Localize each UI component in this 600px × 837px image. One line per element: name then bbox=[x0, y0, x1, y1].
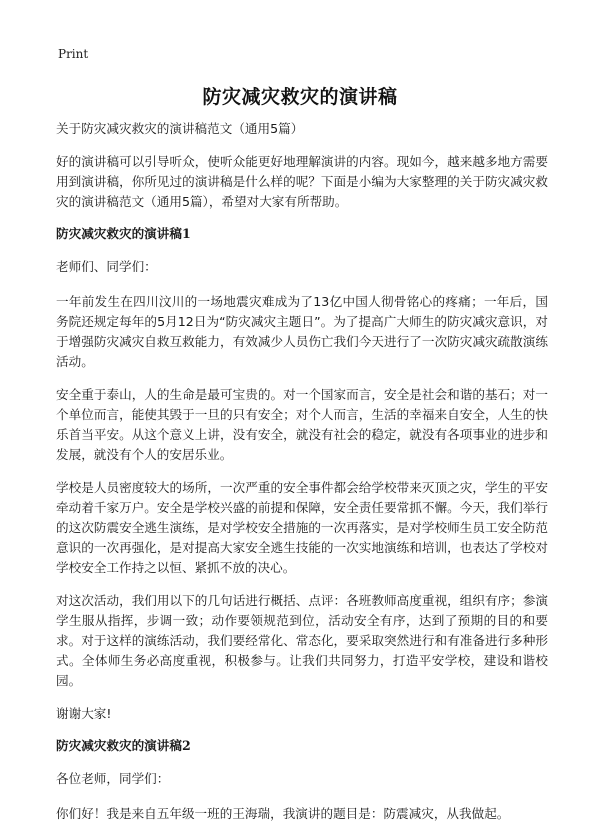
section-greeting: 老师们、同学们： bbox=[56, 259, 157, 274]
page-title: 防灾减灾救灾的演讲稿 bbox=[202, 86, 398, 108]
section-heading: 防灾减灾救灾的演讲稿1 bbox=[56, 226, 191, 241]
body-paragraph: 学校是人员密度较大的场所，一次严重的安全事件都会给学校带来灭顶之灾，学生的平安牵动着千家万户。安全是学校兴盛的前提和保障，安全责任要常抓不懈。今天，我们举行的这次防震安全逃生演练，是对学校安全措施的一次再落实，是对学校师生员工安全防范意识的一次再强化，是对提高大家安全逃生技能的一次实地演练和培训，也表达了学校对学校安全工作持之以恒、紧抓不放的决心。 bbox=[56, 480, 548, 575]
closing-line: 谢谢大家! bbox=[56, 706, 112, 721]
body-paragraph: 一年前发生在四川汶川的一场地震灾难成为了13亿中国人彻骨铭心的疼痛；一年后，国务院还规定每年的5月12日为“防灾减灾主题日”。为了提高广大师生的防灾减灾意识，对于增强防灾减灾自救互救能力，有效减少人员伤亡我们今天进行了一次防灾减灾疏散演练活动。 bbox=[56, 294, 548, 369]
body-paragraph: 对这次活动，我们用以下的几句话进行概括、点评：各班教师高度重视，组织有序；参演学生服从指挥，步调一致；动作要领规范到位，活动安全有序，达到了预期的目的和要求。对于这样的演练活动，我们要经常化、常态化，要采取突然进行和有准备进行多种形式。全体师生务必高度重视，积极参与。让我们共同努力，打造平安学校，建设和谐校园。 bbox=[56, 593, 548, 688]
speech-section-2 bbox=[56, 737, 548, 824]
document-subtitle: 关于防灾减灾救灾的演讲稿范文（通用5篇） bbox=[56, 121, 304, 136]
document-body bbox=[56, 120, 548, 837]
section-greeting: 各位老师，同学们： bbox=[56, 771, 170, 786]
print-link[interactable]: Print bbox=[58, 47, 89, 61]
body-paragraph: 你们好！我是来自五年级一班的王海瑞，我演讲的题目是：防震减灾，从我做起。 bbox=[56, 806, 510, 821]
section-heading: 防灾减灾救灾的演讲稿2 bbox=[56, 738, 191, 753]
speech-section-1 bbox=[56, 225, 548, 724]
intro-paragraph: 好的演讲稿可以引导听众，使听众能更好地理解演讲的内容。现如今，越来越多地方需要用到演讲稿，你所见过的演讲稿是什么样的呢？下面是小编为大家整理的关于防灾减灾救灾的演讲稿范文（通用5篇），希望对大家有所帮助。 bbox=[56, 154, 548, 209]
body-paragraph: 安全重于泰山，人的生命是最可宝贵的。对一个国家而言，安全是社会和谐的基石；对一个单位而言，能使其毁于一旦的只有安全；对个人而言，生活的幸福来自安全，人生的快乐首当平安。从这个意义上讲，没有安全，就没有社会的稳定，就没有各项事业的进步和发展，就没有个人的安居乐业。 bbox=[56, 387, 548, 462]
